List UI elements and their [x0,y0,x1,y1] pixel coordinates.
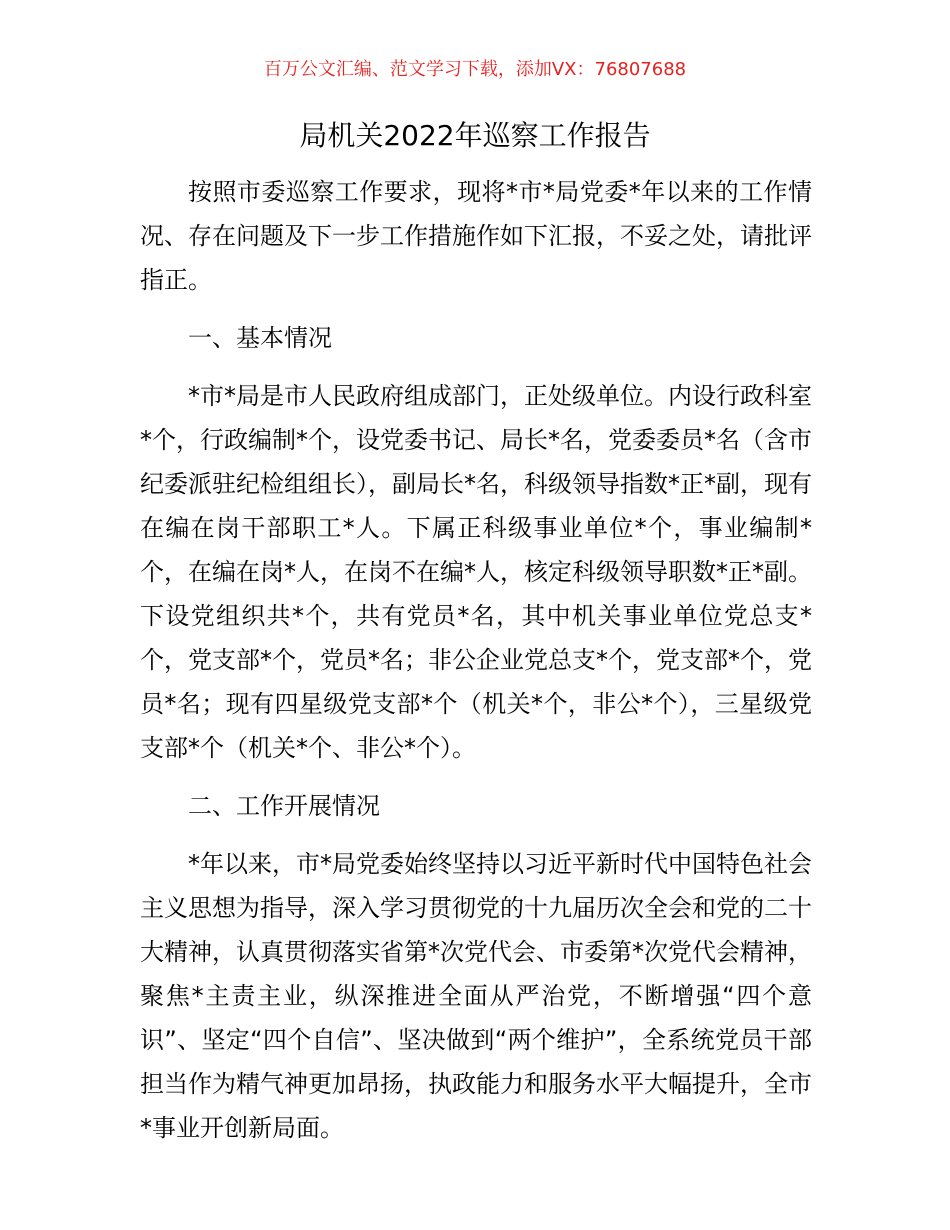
section-heading-basic-situation: 一、基本情况 [188,324,332,352]
work-progress-paragraph: *年以来，市*局党委始终坚持以习近平新时代中国特色社会主义思想为指导，深入学习贯彻党的十九届历次全会和党的二十大精神，认真贯彻落实省第*次党代会、市委第*次党代会精神，聚焦*主责主业，纵深推进全面从严治党，不断增强“四个意识”、坚定“四个自信”、坚决做到“两个维护”，全系统党员干部担当作为精气神更加昂扬，执政能力和服务水平大幅提升，全市*事业开创新局面。 [140,850,812,1142]
basic-situation-paragraph: *市*局是市人民政府组成部门，正处级单位。内设行政科室*个，行政编制*个，设党委书记、局长*名，党委委员*名（含市纪委派驻纪检组组长），副局长*名，科级领导指数*正*副，现有在编在岗干部职工*人。下属正科级事业单位*个，事业编制*个，在编在岗*人，在岗不在编*人，核定科级领导职数*正*副。下设党组织共*个，共有党员*名，其中机关事业单位党总支*个，党支部*个，党员*名；非公企业党总支*个，党支部*个，党员*名；现有四星级党支部*个（机关*个，非公*个），三星级党支部*个（机关*个、非公*个）。 [140,382,812,762]
intro-paragraph: 按照市委巡察工作要求，现将*市*局党委*年以来的工作情况、存在问题及下一步工作措施作如下汇报，不妥之处，请批评指正。 [140,178,812,294]
header-watermark: 百万公文汇编、范文学习下载，添加VX：76807688 [263,59,687,80]
section-heading-work-progress: 二、工作开展情况 [188,792,380,820]
document-title: 局机关2022年巡察工作报告 [299,119,651,152]
document-body [140,170,812,1150]
